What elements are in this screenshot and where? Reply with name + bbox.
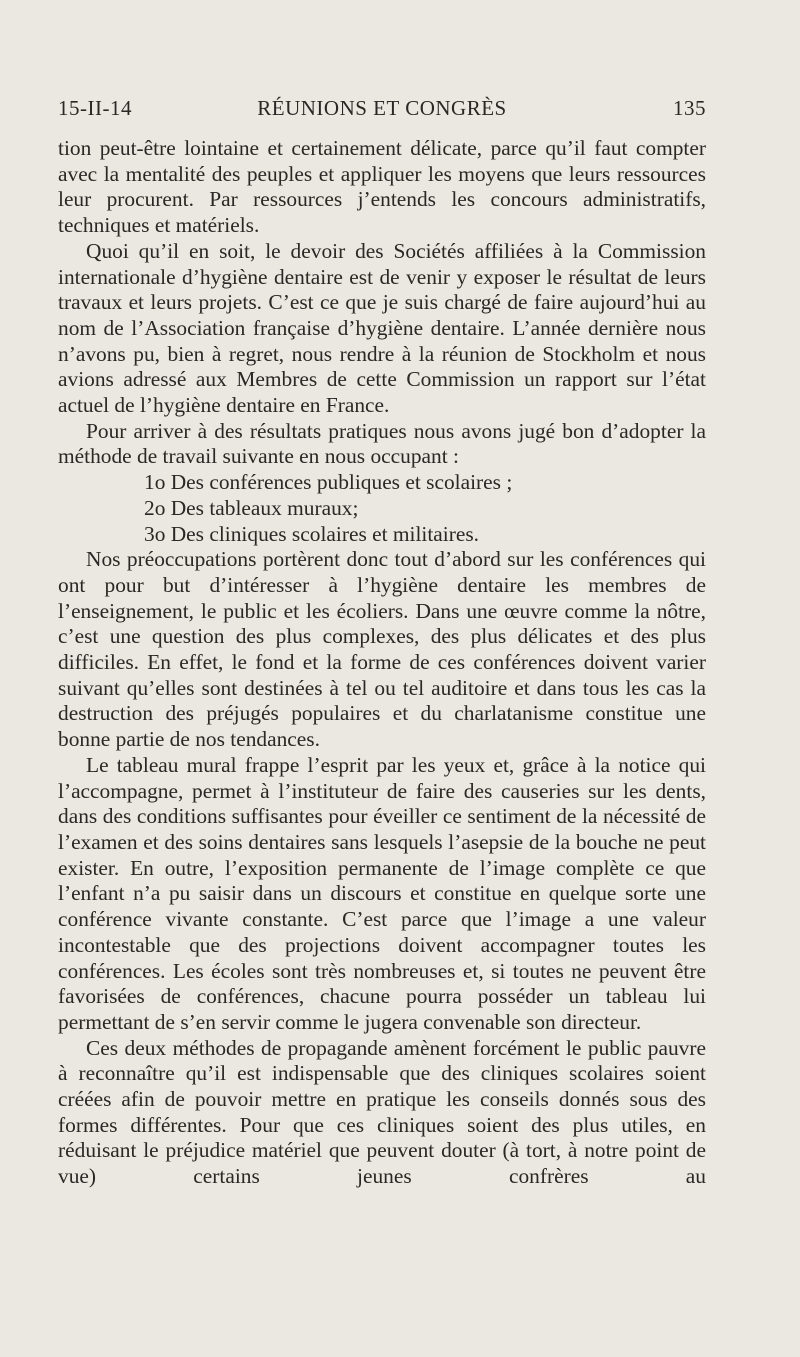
paragraph: tion peut-être lointaine et certainement délicate, parce qu’il faut compter avec la mentalité des peuples et appliquer les moyens que leurs ressources leur procurent. Par ressources j’entends les concours administratifs, techniques et matériels. bbox=[58, 136, 706, 238]
running-head bbox=[58, 96, 706, 126]
list-item: 1o Des conférences publiques et scolaires ; bbox=[144, 470, 513, 495]
list-item: 3o Des cliniques scolaires et militaires. bbox=[144, 521, 480, 546]
list-item: 2o Des tableaux muraux; bbox=[144, 495, 359, 520]
paragraph: Ces deux méthodes de propagande amènent forcément le public pauvre à reconnaître qu’il est indispensable que des cliniques scolaires soient créées afin de pouvoir mettre en pratique les conseils donnés sous des formes différentes. Pour que ces cliniques soient des plus utiles, en réduisant le préjudice matériel que peuvent douter (à tort, à notre point de vue) certains jeunes confrères au bbox=[58, 1035, 706, 1189]
paragraph: Le tableau mural frappe l’esprit par les yeux et, grâce à la notice qui l’accompagne, permet à l’instituteur de faire des causeries sur les dents, dans des conditions suffisantes pour éveiller ce sentiment de la nécessité de l’examen et des soins dentaires sans lesquels l’asepsie de la bouche ne peut exister. En outre, l’exposition permanente de l’image complète ce que l’enfant n’a pu saisir dans un discours et constitue en quelque sorte une conférence vivante constante. C’est parce que l’image a une valeur incontestable que des projections doivent accompagner toutes les conférences. Les écoles sont très nombreuses et, si toutes ne peuvent être favorisées de conférences, chacune pourra posséder un tableau lui permettant de s’en servir comme le jugera convenable son directeur. bbox=[58, 752, 706, 1034]
header-title: RÉUNIONS ET CONGRÈS bbox=[257, 96, 507, 120]
page-number: 135 bbox=[673, 96, 706, 120]
paragraph: Pour arriver à des résultats pratiques nous avons jugé bon d’adopter la méthode de travail suivante en nous occupant : bbox=[58, 418, 706, 469]
header-date: 15-II-14 bbox=[58, 96, 132, 120]
paragraph: Nos préoccupations portèrent donc tout d’abord sur les conférences qui ont pour but d’intéresser à l’hygiène dentaire les membres de l’enseignement, le public et les écoliers. Dans une œuvre comme la nôtre, c’est une question des plus complexes, des plus délicates et des plus difficiles. En effet, le fond et la forme de ces conférences doivent varier suivant qu’elles sont destinées à tel ou tel auditoire et dans tous les cas la destruction des préjugés populaires et du charlatanisme constitue une bonne partie de nos tendances. bbox=[58, 547, 706, 752]
body-text bbox=[58, 136, 706, 1190]
paragraph: Quoi qu’il en soit, le devoir des Sociétés affiliées à la Commission internationale d’hygiène dentaire est de venir y exposer le résultat de leurs travaux et leurs projets. C’est ce que je suis chargé de faire aujourd’hui au nom de l’Association française d’hygiène dentaire. L’année dernière nous n’avons pu, bien à regret, nous rendre à la réunion de Stockholm et nous avions adressé aux Membres de cette Commission un rapport sur l’état actuel de l’hygiène dentaire en France. bbox=[58, 238, 706, 418]
